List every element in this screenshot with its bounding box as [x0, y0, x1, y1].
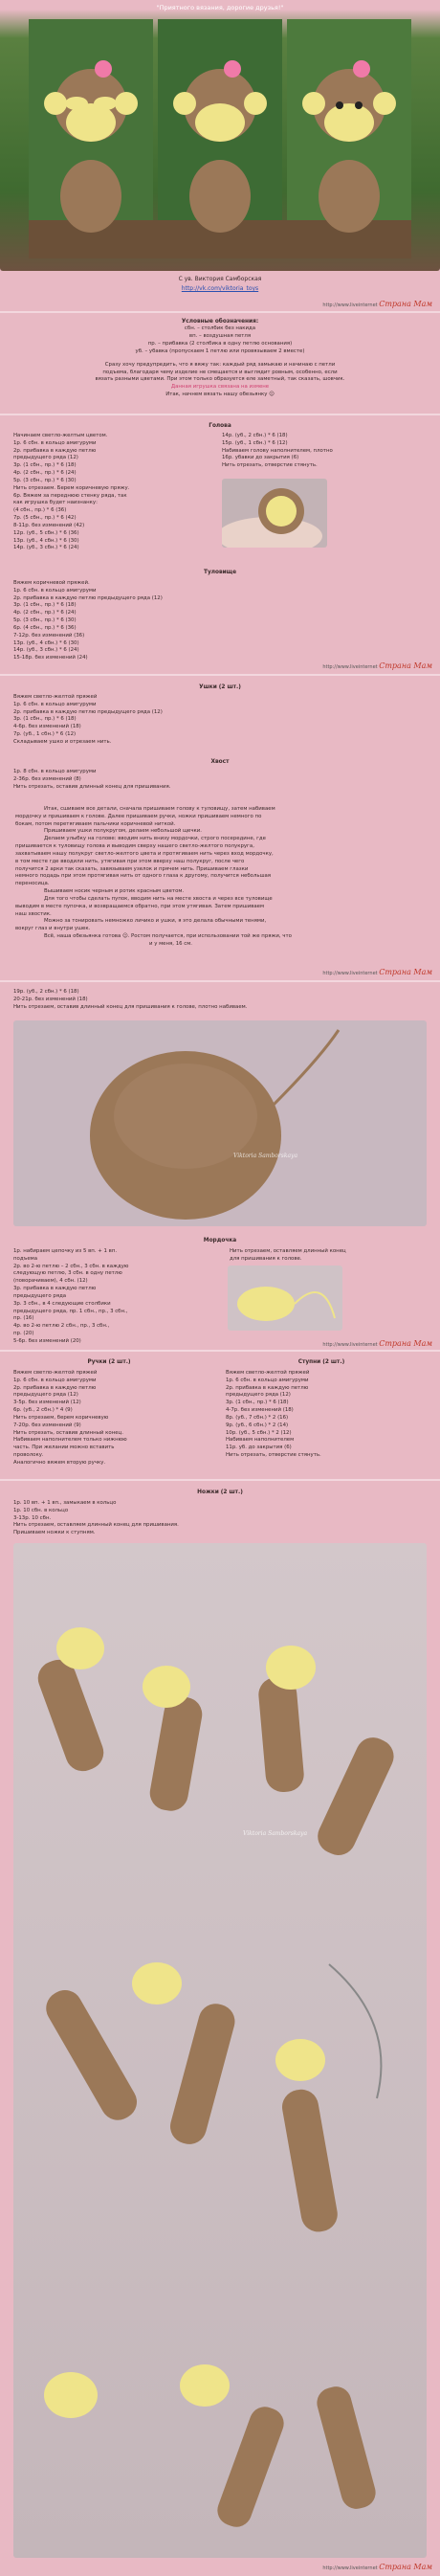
watermark-site: Страна Мам — [379, 300, 432, 308]
pattern-row: 4р. во 2-ю петлю 2 сбн., пр., 3 сбн., — [13, 1323, 110, 1330]
pattern-row: 6р. Вяжем за переднюю стенку ряда, так — [13, 492, 127, 499]
watermark-3 — [322, 967, 432, 978]
head-left — [13, 433, 129, 552]
watermark-2 — [322, 661, 432, 672]
watermark-url: http://www.liveinternet — [322, 302, 378, 308]
parts-photo — [13, 1543, 427, 2558]
head-title: Голова — [209, 423, 231, 429]
pattern-row: 15-18р. без изменений (24) — [13, 655, 88, 661]
pattern-row: Набиваем наполнителем — [226, 1437, 295, 1444]
pattern-row: предыдущего ряда, пр. 1 сбн., пр., 3 сбн., — [13, 1308, 128, 1314]
pattern-row: Нить отрезать, оставив длинный конец для пришивания. — [13, 783, 171, 790]
assembly-line: Вышиваем носик черным и ротик красным цветом. — [44, 888, 185, 895]
pattern-row: Начинаем светло-желтым цветом. — [13, 433, 108, 438]
pattern-row: 12р. (уб., 5 сбн.) * 6 (36) — [13, 529, 79, 536]
pattern-row: проволоку. — [13, 1452, 44, 1459]
pattern-row: Нить отрезать, отверстие стянуть. — [226, 1452, 321, 1459]
watermark-url: http://www.liveinternet — [322, 1342, 378, 1348]
assembly-line: Можно за тонировать немножко личико и ушки, я это делала обычными тенями, — [44, 918, 267, 925]
pattern-row: 3р. (1 сбн., пр.) * 6 (18) — [226, 1400, 289, 1406]
monkey-illustration — [0, 0, 440, 271]
author-link[interactable] — [0, 285, 440, 294]
legend-title: Условные обозначения: — [181, 319, 259, 325]
arms-title: Ручки (2 шт.) — [87, 1359, 131, 1365]
assembly-text — [15, 806, 292, 949]
pattern-row: предыдущего ряда (12) — [226, 1392, 291, 1399]
watermark-url: http://www.liveinternet — [322, 664, 378, 670]
pattern-row: как игрушка будет наизнанку: — [13, 500, 98, 506]
pattern-row: 4-6р. без изменений (18) — [13, 724, 81, 730]
pattern-row: 15р. (уб., 1 сбн.) * 6 (12) — [222, 439, 288, 446]
legend-item: пр. – прибавка (2 столбика в одну петлю основания) — [147, 341, 293, 347]
assembly-line: захватываем нашу полукруг светло-желтого цвета и протягиваем нить через вход мордочку, — [15, 850, 274, 857]
pattern-row: 5р. (3 сбн., пр.) * 6 (30) — [13, 477, 77, 483]
pattern-row: 2-36р. без изменений (8) — [13, 775, 81, 782]
pattern-row: 11р. уб. до закрытия (6) — [226, 1445, 292, 1451]
watermark-1 — [322, 299, 432, 310]
muzzle-photo — [228, 1266, 342, 1331]
pattern-row: 3р. прибавка в каждую петлю — [13, 1286, 97, 1292]
assembly-line: переносица. — [15, 881, 50, 887]
pattern-row: 1р. 6 сбн. в кольцо амигуруми — [13, 1377, 97, 1383]
body-photo — [13, 1020, 427, 1226]
divider-3 — [0, 674, 440, 676]
assembly-line: мордочку и пришиваем к голове. Далее пришиваем ручки, ножки пришиваем немного по — [15, 813, 262, 819]
pattern-row: подъема — [13, 1255, 38, 1262]
legend-items — [0, 325, 440, 355]
pattern-row: предыдущего ряда (12) — [13, 455, 78, 461]
watermark-site: Страна Мам — [379, 968, 432, 976]
assembly-line: Пришиваем ушки полукругом, делаем небольшой щечки. — [44, 828, 203, 835]
pattern-row: 10р. (уб., 5 сбн.) * 2 (12) — [226, 1429, 292, 1436]
legs-title: Ножки (2 шт.) — [197, 1490, 243, 1495]
pattern-row: 5р. (3 сбн., пр.) * 6 (30) — [13, 617, 77, 624]
intro-line: подъема, благодаря чему изделие не смещается и выглядит ровным, особенно, если — [102, 369, 338, 375]
crochet-body-illustration — [13, 1020, 427, 1226]
assembly-line: Итак, сшиваем все детали, сначала пришиваем голову к туловищу, затем набиваем — [44, 806, 275, 812]
pattern-row: 2р. во 2-ю петлю – 2 сбн., 3 сбн. в каждую — [13, 1263, 129, 1269]
pattern-row: 3р. (1 сбн., пр.) * 6 (18) — [13, 602, 77, 609]
assembly-line: и у меня, 16 см. — [149, 940, 193, 947]
pattern-row: Нить отрезаем, оставив длинный конец для пришивания к голове, плотно набиваем. — [13, 1003, 248, 1010]
pattern-row: 6р. (4 сбн., пр.) * 6 (36) — [13, 624, 77, 631]
watermark-url: http://www.liveinternet — [322, 2565, 378, 2571]
assembly-line: Всё, наша обезьянка готова ☺. Ростом получается, при использовании той же пряжи, что — [44, 933, 292, 940]
assembly-line: бокам, потом перетягиваем пальчики коричневой ниткой. — [15, 820, 176, 827]
intro-start: Итак, начнем вязать нашу обезьянку ☺ — [165, 392, 275, 398]
divider-4 — [0, 980, 440, 982]
ears-lines — [13, 694, 163, 747]
pattern-row: Нить отрезаем, оставляем длинный конец — [230, 1248, 346, 1254]
legend-item: уб. – убавка (пропускаем 1 петлю или провязываем 2 вместе) — [135, 347, 305, 354]
pattern-row: 16р. убавки до закрытия (6) — [222, 455, 299, 461]
legend-item: сбн. – столбик без накида — [184, 325, 256, 332]
pattern-row: 14р. (уб., 3 сбн.) * 6 (24) — [13, 647, 79, 654]
pattern-row: 7-20р. без изменений (9) — [13, 1422, 81, 1428]
legend-block — [0, 318, 440, 399]
watermark-site: Страна Мам — [379, 2563, 432, 2571]
pattern-row: 1р. 6 сбн. в кольцо амигуруми — [13, 701, 97, 707]
assembly-line: получится 2 арки так сказать, завязываем узелок и прячем нить. Пришиваем глазки — [15, 865, 249, 872]
intro-line: вязать разными цветами. При этом только образуется еле заметный, так сказать, шовчик. — [95, 376, 345, 383]
body-continuation — [13, 989, 247, 1011]
pattern-row: 1р. набираем цепочку из 5 вп. + 1 вп. — [13, 1248, 118, 1254]
pattern-row: пр. (16) — [13, 1315, 34, 1322]
divider-6 — [0, 1479, 440, 1481]
assembly-line: Делаем улыбку на голове: вводим нить внизу мордочки, строго посередине, где — [44, 836, 266, 842]
body-lines — [13, 580, 163, 662]
muzzle-right — [230, 1248, 346, 1264]
watermark-5 — [322, 2562, 432, 2573]
pattern-row: предыдущего ряда (12) — [13, 1392, 78, 1399]
pattern-row: 9р. (уб., 6 сбн.) * 2 (14) — [226, 1422, 289, 1428]
muzzle-title: Мордочка — [203, 1238, 237, 1243]
pattern-row: Вяжем светло-желтой пряжей — [226, 1370, 310, 1376]
pattern-row: Вяжем светло-желтой пряжей — [13, 694, 98, 700]
pattern-row: 1р. 6 сбн. в кольцо амигуруми — [13, 439, 97, 446]
pattern-row: Нить отрезаем, берем коричневую — [13, 1414, 109, 1421]
pattern-row: 5-6р. без изменений (20) — [13, 1337, 81, 1344]
pattern-row: 8р. (уб., 7 сбн.) * 2 (16) — [226, 1414, 289, 1421]
pattern-row: Нить отрезаем. Берем коричневую пряжу. — [13, 484, 130, 491]
pattern-row: пр. (20) — [13, 1331, 34, 1337]
head-right — [222, 433, 333, 470]
pattern-row: 1р. 10 вп. + 1 вп., замыкаем в кольцо — [13, 1500, 117, 1506]
feet-title: Ступни (2 шт.) — [297, 1359, 345, 1365]
pattern-row: Набиваем голову наполнителем, плотно — [222, 447, 333, 454]
pattern-row: 14р. (уб., 3 сбн.) * 6 (24) — [13, 545, 79, 551]
pattern-row: предыдущего ряда — [13, 1292, 67, 1299]
crochet-parts-illustration — [13, 1543, 427, 2558]
pattern-row: Вяжем коричневой пряжей. — [13, 580, 90, 586]
parts-signature: Viktoria Samborskaya — [243, 1830, 308, 1837]
pattern-row: 1р. 8 сбн. в кольцо амигуруми — [13, 769, 97, 774]
arms-lines — [13, 1370, 127, 1467]
watermark-site: Страна Мам — [379, 1339, 432, 1348]
assembly-line: в том месте где вводили нить, утягивая при этом вверху наш полукруг, после чего — [15, 858, 245, 864]
ears-title: Ушки (2 шт.) — [199, 684, 241, 690]
greeting-text: "Приятного вязания, дорогие друзья!" — [156, 4, 284, 11]
pattern-row: 3р. (1 сбн., пр.) * 6 (18) — [13, 716, 77, 723]
assembly-line: пришивается к туловищу голова и выводим сверху нашего светло-желтого полукруга, — [15, 843, 254, 850]
monkey-photo-strip — [0, 0, 440, 271]
tail-title: Хвост — [210, 759, 230, 765]
pattern-row: 7р. (уб., 1 сбн.) * 6 (12) — [13, 731, 77, 738]
pattern-row: часть. При желании можно вставить — [13, 1445, 115, 1451]
body-title: Туловище — [203, 570, 237, 575]
pattern-row: Вяжем светло-желтой пряжей — [13, 1370, 98, 1376]
pattern-row: 1р. 6 сбн. в кольцо амигуруми — [13, 587, 97, 594]
legs-lines — [13, 1500, 179, 1537]
head-ball-photo — [222, 479, 327, 548]
watermark-url: http://www.liveinternet — [322, 971, 378, 976]
author-line: С ув. Виктория Самборская — [178, 276, 262, 282]
assembly-line: Для того чтобы сделать пупок, вводим нить на месте хвоста и через все туловище — [44, 895, 273, 902]
pattern-row: Аналогично вяжем вторую ручку. — [13, 1459, 106, 1466]
pattern-row: 4р. (2 сбн., пр.) * 6 (24) — [13, 470, 77, 477]
pattern-row: 4р. (2 сбн., пр.) * 6 (24) — [13, 610, 77, 616]
pattern-row: 3-13р. 10 сбн. — [13, 1514, 52, 1521]
pattern-row: 7-12р. без изменений (36) — [13, 632, 85, 638]
pattern-row: 4-7р. без изменений (18) — [226, 1407, 294, 1414]
legend-item: вп. – воздушная петля — [188, 333, 252, 340]
pattern-row: (4 сбн., пр.) * 6 (36) — [13, 507, 67, 514]
pattern-row: Складываем ушко и отрезаем нить. — [13, 738, 112, 745]
pattern-row: 13р. (уб., 4 сбн.) * 6 (30) — [13, 537, 79, 544]
assembly-line: наш хвостик. — [15, 910, 52, 917]
pattern-row: 3р. (1 сбн., пр.) * 6 (18) — [13, 462, 77, 469]
assembly-line: выводим в месте пупочка, и возвращаемся обратно, при этом утягивая. Затем пришиваем — [15, 903, 265, 909]
divider-1 — [0, 311, 440, 313]
pattern-row: Нить отрезать, отверстие стянуть. — [222, 462, 318, 469]
muzzle-left — [13, 1248, 128, 1346]
pattern-row: 1р. 6 сбн. в кольцо амигуруми — [226, 1377, 309, 1383]
pattern-row: 2р. прибавка в каждую петлю предыдущего ряда (12) — [13, 708, 163, 715]
divider-2 — [0, 414, 440, 415]
pattern-row: 20-21р. без изменений (18) — [13, 996, 88, 1002]
intro-line: Сразу хочу предупредить, что я вяжу так: каждый ряд замыкаю и начинаю с петли — [104, 361, 336, 368]
assembly-line: вокруг глаз и внутри ушек. — [15, 926, 91, 932]
pattern-row: Набиваем наполнителем только нижнюю — [13, 1437, 127, 1444]
pattern-row: 2р. прибавка в каждую петлю предыдущего ряда (12) — [13, 594, 163, 601]
legend-intro — [0, 362, 440, 399]
watermark-4 — [322, 1338, 432, 1350]
pattern-row: 2р. прибавка в каждую петлю — [226, 1384, 309, 1391]
pattern-row: 1р. 10 сбн. в кольцо — [13, 1507, 69, 1513]
pattern-row: 3р. 3 сбн., в 4 следующие столбики — [13, 1300, 111, 1307]
feet-lines — [226, 1370, 321, 1460]
pattern-row: 2р. прибавка в каждую петлю — [13, 1384, 97, 1391]
author-link-text[interactable]: http://vk.com/viktoria_toys — [181, 285, 259, 292]
pattern-row: Пришиваем ножки к ступням. — [13, 1530, 96, 1536]
pattern-row: Нить отрезать, оставив длинный конец. — [13, 1429, 123, 1436]
pattern-row: Нить отрезаем, оставляем длинный конец для пришивания. — [13, 1522, 179, 1529]
yarn-ball-illustration — [222, 479, 327, 548]
pattern-row: следующую петлю, 3 сбн. в одну петлю — [13, 1270, 122, 1277]
intro-note: Данная игрушка связана на измене — [170, 384, 270, 391]
divider-5 — [0, 1350, 440, 1352]
tail-lines — [13, 769, 170, 791]
photo-signature: Viktoria Samborskaya — [233, 1153, 298, 1159]
pattern-row: 3-5р. без изменений (12) — [13, 1400, 81, 1406]
pattern-row: для пришивания к голове. — [230, 1255, 302, 1262]
pattern-row: 8-11р. без изменений (42) — [13, 522, 85, 528]
pattern-row: 14р. (уб., 2 сбн.) * 6 (18) — [222, 433, 288, 438]
assembly-line: немного подадь при этом протягивая нить от одного глаза к другому, получится небольшая — [15, 873, 272, 880]
pattern-row: 13р. (уб., 4 сбн.) * 6 (30) — [13, 639, 79, 646]
pattern-row: 2р. прибавка в каждую петлю — [13, 447, 97, 454]
pattern-row: 6р. (уб., 2 сбн.) * 4 (9) — [13, 1407, 73, 1414]
watermark-site: Страна Мам — [379, 661, 432, 670]
pattern-row: 7р. (5 сбн., пр.) * 6 (42) — [13, 515, 77, 522]
pattern-row: (поворачиваем), 4 сбн. (12) — [13, 1278, 88, 1285]
pattern-row: 19р. (уб., 2 сбн.) * 6 (18) — [13, 989, 79, 995]
muzzle-illustration — [228, 1266, 342, 1331]
